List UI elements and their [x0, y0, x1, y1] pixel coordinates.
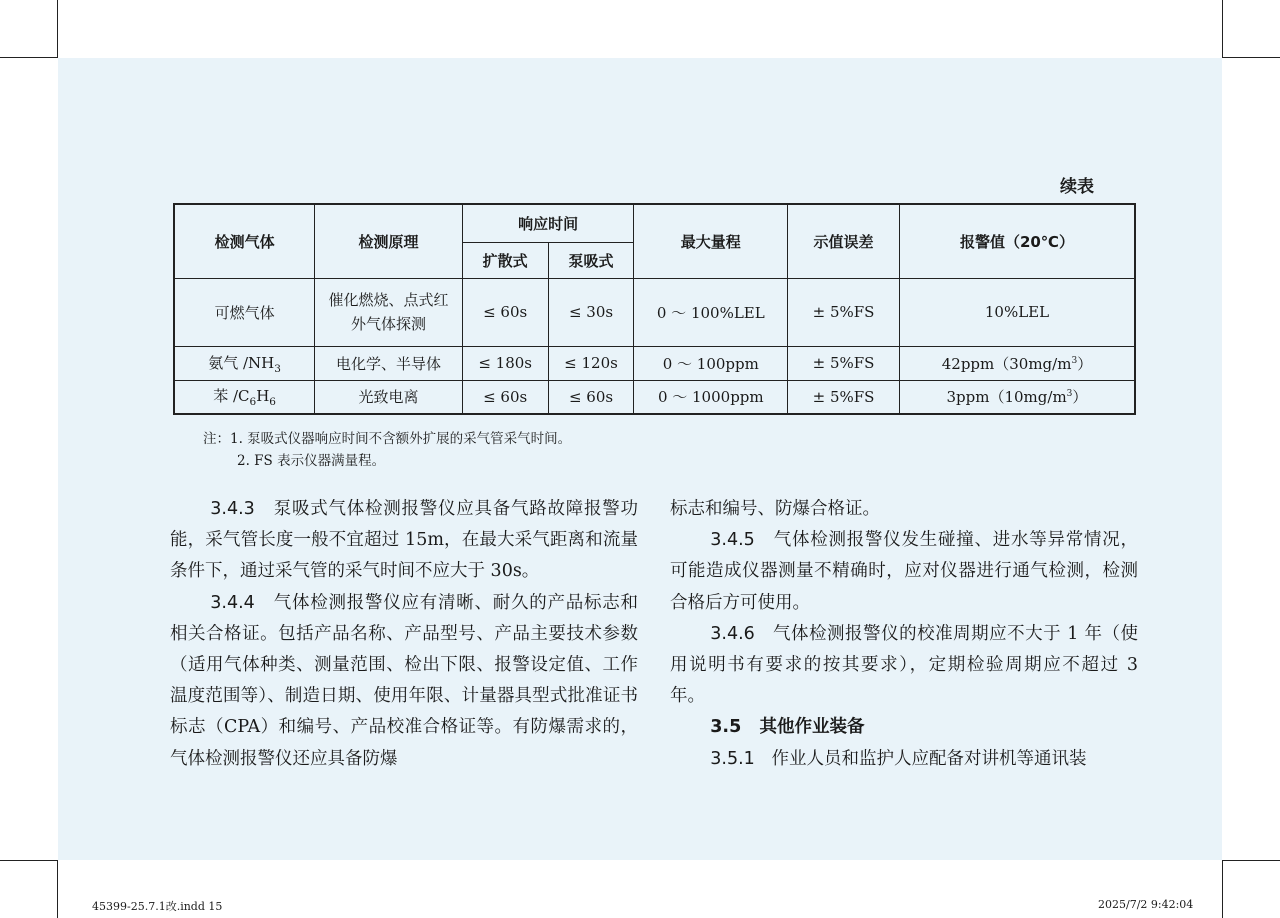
- cell-error: ± 5%FS: [788, 380, 900, 414]
- cell-diffusion: ≤ 60s: [462, 380, 548, 414]
- clause-3-4-5: 3.4.5 气体检测报警仪发生碰撞、进水等异常情况，可能造成仪器测量不精确时，应对仪器进行通气检测，检测合格后方可使用。: [670, 530, 1138, 613]
- cell-gas: 苯 $/C_6H_6$: [174, 380, 315, 414]
- crop-mark: [0, 57, 58, 58]
- header-gas: 检测气体: [174, 204, 315, 278]
- header-pump: 泵吸式: [548, 242, 634, 278]
- header-max-range: 最大量程: [634, 204, 788, 278]
- cell-diffusion: ≤ 60s: [462, 278, 548, 346]
- crop-mark: [57, 0, 58, 58]
- table-row: [174, 380, 1135, 414]
- table-row: [174, 346, 1135, 380]
- cell-error: ± 5%FS: [788, 278, 900, 346]
- cell-range: 0 ～ 1000ppm: [634, 380, 788, 414]
- section-heading-3-5: 3.5 其他作业装备: [710, 717, 865, 738]
- crop-mark: [0, 860, 58, 861]
- cell-range: 0 ～ 100%LEL: [634, 278, 788, 346]
- gas-detector-spec-table: [173, 203, 1136, 415]
- cell-principle: 催化燃烧、点式红外气体探测: [315, 278, 463, 346]
- header-error: 示值误差: [788, 204, 900, 278]
- cell-principle: 光致电离: [315, 380, 463, 414]
- cell-pump: ≤ 60s: [548, 380, 634, 414]
- note-2: 2. FS 表示仪器满量程。: [237, 453, 386, 469]
- footer-file-name: 45399-25.7.1改.indd 15: [92, 900, 223, 913]
- clause-3-4-4-continued: 标志和编号、防爆合格证。: [670, 499, 880, 519]
- right-column: [670, 494, 1138, 775]
- cell-gas: 氨气 $/NH_3$: [174, 346, 315, 380]
- continued-label: 续表: [1060, 177, 1094, 197]
- cell-pump: ≤ 120s: [548, 346, 634, 380]
- left-column: [170, 494, 638, 775]
- cell-principle: 电化学、半导体: [315, 346, 463, 380]
- cell-range: 0 ～ 100ppm: [634, 346, 788, 380]
- cell-alarm: $42ppm(30mg/m^3)$: [899, 346, 1135, 380]
- cell-alarm: $3ppm(10mg/m^3)$: [899, 380, 1135, 414]
- cell-pump: ≤ 30s: [548, 278, 634, 346]
- header-diffusion: 扩散式: [462, 242, 548, 278]
- note-1: 注：1. 泵吸式仪器响应时间不含额外扩展的采气管采气时间。: [203, 431, 572, 447]
- crop-mark: [1222, 860, 1223, 918]
- cell-gas: 可燃气体: [174, 278, 315, 346]
- crop-mark: [1222, 860, 1280, 861]
- cell-error: ± 5%FS: [788, 346, 900, 380]
- table-notes: [203, 428, 571, 472]
- clause-3-5-1: 3.5.1 作业人员和监护人应配备对讲机等通讯装: [710, 748, 1087, 769]
- header-alarm: 报警值（20℃）: [899, 204, 1135, 278]
- footer-timestamp: 2025/7/2 9:42:04: [1098, 898, 1194, 911]
- clause-3-4-4: 3.4.4 气体检测报警仪应有清晰、耐久的产品标志和相关合格证。包括产品名称、产品型号、产品主要技术参数（适用气体种类、测量范围、检出下限、报警设定值、工作温度范围等）、制造日期、使用年限、计量器具型式批准证书标志（CPA）和编号、产品校准合格证等。有防爆需求的，气体检测报警仪还应具备防爆: [170, 592, 638, 769]
- clause-3-4-3: 3.4.3 泵吸式气体检测报警仪应具备气路故障报警功能，采气管长度一般不宜超过 15m，在最大采气距离和流量条件下，通过采气管的采气时间不应大于 30s。: [170, 499, 638, 582]
- cell-alarm: 10%LEL: [899, 278, 1135, 346]
- table-row: [174, 278, 1135, 346]
- crop-mark: [1222, 0, 1223, 58]
- clause-3-4-6: 3.4.6 气体检测报警仪的校准周期应不大于 1 年（使用说明书有要求的按其要求），定期检验周期应不超过 3 年。: [670, 623, 1138, 707]
- crop-mark: [57, 860, 58, 918]
- crop-mark: [1222, 57, 1280, 58]
- header-response-time: 响应时间: [462, 204, 634, 242]
- header-principle: 检测原理: [315, 204, 463, 278]
- cell-diffusion: ≤ 180s: [462, 346, 548, 380]
